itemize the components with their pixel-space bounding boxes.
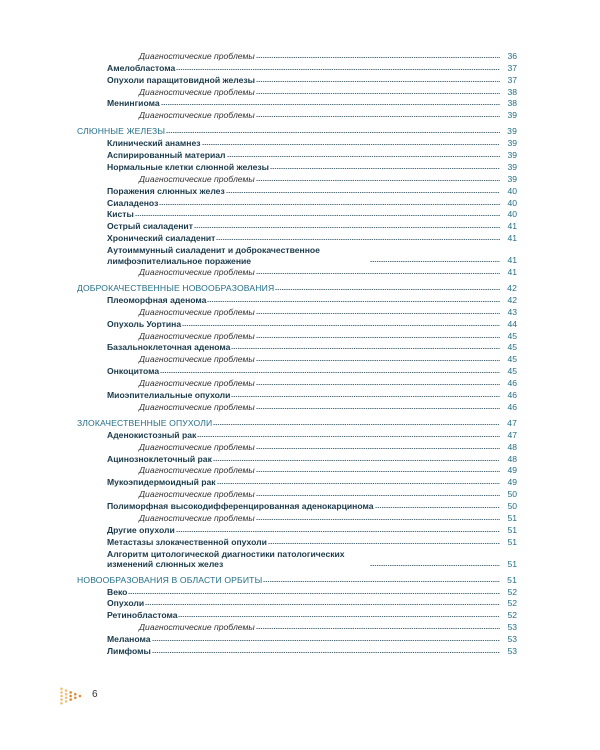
decorative-dot — [60, 698, 63, 701]
dot-leader — [152, 639, 500, 642]
toc-entry-title: Аутоиммунный сиаладенит и доброкачественное лимфоэпителиальное поражение — [107, 245, 320, 266]
dot-leader — [227, 155, 501, 158]
toc-entry[interactable] — [77, 389, 517, 401]
toc-page-number: 49 — [507, 465, 517, 476]
dot-leader — [207, 300, 500, 303]
page-number: 6 — [92, 689, 98, 700]
toc-page-number: 41 — [507, 267, 517, 278]
toc-entry-title: Опухоли — [107, 598, 145, 609]
toc-entry-title: Диагностические проблемы — [139, 465, 255, 476]
toc-entry-title: СЛЮННЫЕ ЖЕЛЕЗЫ — [77, 126, 166, 137]
dot-leader — [256, 627, 500, 630]
decorative-dot — [69, 695, 72, 698]
toc-page-number: 50 — [507, 501, 517, 512]
dot-leader — [256, 407, 500, 410]
dot-leader — [270, 167, 500, 170]
toc-entry[interactable] — [77, 74, 517, 86]
toc-subentry[interactable] — [77, 512, 517, 524]
toc-entry[interactable] — [77, 149, 517, 161]
dot-leader — [197, 435, 500, 438]
toc-entry[interactable] — [77, 609, 517, 621]
toc-subentry[interactable] — [77, 353, 517, 365]
toc-entry-title: Опухоль Уортина — [107, 318, 182, 329]
decorative-dot — [60, 691, 63, 694]
dot-leader — [178, 615, 500, 618]
toc-entry-title: Нормальные клетки слюнной железы — [107, 161, 270, 172]
dot-leader — [370, 260, 500, 263]
toc-page-number: 46 — [507, 378, 517, 389]
dot-leader — [231, 347, 500, 350]
toc-page-number: 38 — [507, 98, 517, 109]
toc-page-number: 41 — [507, 221, 517, 232]
dot-leader — [370, 564, 500, 567]
toc-entry[interactable] — [77, 137, 517, 149]
dot-leader — [145, 603, 500, 606]
dot-leader — [256, 115, 500, 118]
toc-entry-title: Диагностические проблемы — [139, 512, 255, 523]
toc-entry-title: Опухоли паращитовидной железы — [107, 74, 255, 85]
decorative-dot — [69, 698, 72, 701]
toc-page-number: 51 — [507, 536, 517, 547]
toc-page-number: 39 — [507, 126, 517, 137]
toc-entry[interactable] — [77, 244, 517, 266]
dot-leader — [256, 470, 500, 473]
toc-entry[interactable] — [77, 524, 517, 536]
toc-entry[interactable] — [77, 365, 517, 377]
toc-page-number: 46 — [507, 401, 517, 412]
toc-page-number: 45 — [507, 342, 517, 353]
toc-subentry[interactable] — [77, 173, 517, 185]
toc-entry-title: Базальноклеточная аденома — [107, 342, 231, 353]
toc-entry[interactable] — [77, 645, 517, 657]
toc-entry-title: Алгоритм цитологической диагностики патологических изменений слюнных желез — [107, 548, 345, 570]
dot-leader — [135, 214, 500, 217]
toc-entry[interactable] — [77, 232, 517, 244]
dot-leader — [256, 383, 500, 386]
toc-page-number: 39 — [507, 138, 517, 149]
toc-page-number: 39 — [507, 173, 517, 184]
toc-entry[interactable] — [77, 318, 517, 330]
toc-subentry[interactable] — [77, 266, 517, 278]
toc-entry-title: Плеоморфная аденома — [107, 294, 207, 305]
decorative-dot — [79, 695, 82, 698]
toc-subentry[interactable] — [77, 441, 517, 453]
toc-subentry[interactable] — [77, 488, 517, 500]
decorative-dot — [60, 695, 63, 698]
dot-leader — [176, 68, 500, 71]
toc-page-number: 49 — [507, 477, 517, 488]
toc-page-number: 50 — [507, 489, 517, 500]
toc-page-number: 39 — [507, 150, 517, 161]
toc-page-number: 45 — [507, 354, 517, 365]
toc-section-heading[interactable] — [77, 417, 517, 429]
toc-page-number: 40 — [507, 185, 517, 196]
toc-entry-title: Поражения слюнных желез — [107, 185, 225, 196]
toc-subentry[interactable] — [77, 377, 517, 389]
toc-entry-title: Сиаладеноз — [107, 197, 159, 208]
dot-leader — [182, 324, 500, 327]
dot-leader — [256, 312, 500, 315]
toc-page-number: 47 — [507, 429, 517, 440]
decorative-dot — [69, 691, 72, 694]
toc-page-number: 51 — [507, 574, 517, 585]
toc-page-number: 51 — [507, 524, 517, 535]
toc-page-number: 53 — [507, 645, 517, 656]
dot-leader — [217, 482, 500, 485]
dot-leader — [161, 103, 500, 106]
dot-leader — [194, 226, 500, 229]
toc-subentry[interactable] — [77, 50, 517, 62]
toc-entry[interactable] — [77, 209, 517, 221]
toc-subentry[interactable] — [77, 401, 517, 413]
toc-entry[interactable] — [77, 197, 517, 209]
toc-entry-title: Другие опухоли — [107, 524, 175, 535]
toc-entry[interactable] — [77, 633, 517, 645]
toc-entry[interactable] — [77, 62, 517, 74]
toc-subentry[interactable] — [77, 621, 517, 633]
toc-page-number: 42 — [507, 294, 517, 305]
dot-leader — [256, 92, 500, 95]
toc-entry-title: Аспирированный материал — [107, 150, 226, 161]
toc-section-heading[interactable] — [77, 125, 517, 137]
toc-entry-title: Веко — [107, 586, 128, 597]
decorative-dot — [65, 700, 68, 703]
toc-page-number: 41 — [507, 255, 517, 266]
toc-entry-title: Диагностические проблемы — [139, 330, 255, 341]
toc-page-number: 37 — [507, 62, 517, 73]
toc-page-number: 44 — [507, 318, 517, 329]
toc-entry-title: Аденокистозный рак — [107, 429, 197, 440]
dot-leader — [275, 288, 500, 291]
dot-leader — [375, 506, 500, 509]
toc-entry[interactable] — [77, 536, 517, 548]
toc-page-number: 51 — [507, 558, 517, 569]
toc-entry-title: Меланома — [107, 634, 151, 645]
toc-subentry[interactable] — [77, 306, 517, 318]
toc-entry-title: Мукоэпидермоидный рак — [107, 477, 216, 488]
toc-entry-title: Диагностические проблемы — [139, 86, 255, 97]
toc-entry-title: Диагностические проблемы — [139, 267, 255, 278]
toc-entry-title: Диагностические проблемы — [139, 173, 255, 184]
decorative-dot — [60, 702, 63, 705]
toc-entry-title: Хронический сиаладенит — [107, 233, 216, 244]
toc-subentry[interactable] — [77, 109, 517, 121]
toc-entry-title: НОВООБРАЗОВАНИЯ В ОБЛАСТИ ОРБИТЫ — [77, 574, 263, 585]
toc-entry-title: Полиморфная высокодифференцированная аденокарцинома — [107, 501, 374, 512]
toc-entry[interactable] — [77, 586, 517, 598]
dot-leader — [256, 494, 500, 497]
decorative-dot — [60, 688, 63, 691]
dot-leader — [213, 423, 500, 426]
dot-leader — [226, 191, 500, 194]
toc-entry-title: Ретинобластома — [107, 610, 178, 621]
toc-entry-title: Миоэпителиальные опухоли — [107, 390, 231, 401]
toc-section-heading[interactable] — [77, 574, 517, 586]
toc-page-number: 37 — [507, 74, 517, 85]
toc-page-number: 39 — [507, 110, 517, 121]
toc-entry-title: Амелобластома — [107, 62, 176, 73]
toc-entry-title: Менингиома — [107, 98, 160, 109]
dot-leader — [256, 80, 500, 83]
toc-entry-title: Клинический анамнез — [107, 138, 201, 149]
decorative-dot — [65, 697, 68, 700]
toc-entry[interactable] — [77, 476, 517, 488]
toc-entry[interactable] — [77, 161, 517, 173]
dot-leader — [256, 56, 500, 59]
toc-page-number: 51 — [507, 512, 517, 523]
dot-leader — [263, 580, 500, 583]
toc-entry[interactable] — [77, 294, 517, 306]
toc-entry-title: Диагностические проблемы — [139, 622, 255, 633]
toc-entry-title: ЗЛОКАЧЕСТВЕННЫЕ ОПУХОЛИ — [77, 417, 213, 428]
toc-page-number: 42 — [507, 283, 517, 294]
toc-entry[interactable] — [77, 548, 517, 570]
toc-entry-title: Метастазы злокачественной опухоли — [107, 536, 267, 547]
toc-entry-title: ДОБРОКАЧЕСТВЕННЫЕ НОВООБРАЗОВАНИЯ — [77, 283, 275, 294]
dot-leader — [256, 447, 500, 450]
toc-entry-title: Ацинозноклеточный рак — [107, 453, 212, 464]
decorative-dot — [65, 689, 68, 692]
toc-entry[interactable] — [77, 429, 517, 441]
toc-entry-title: Диагностические проблемы — [139, 354, 255, 365]
toc-page-number: 52 — [507, 610, 517, 621]
toc-page-number: 40 — [507, 209, 517, 220]
toc-entry-title: Диагностические проблемы — [139, 50, 255, 61]
toc-entry-title: Диагностические проблемы — [139, 306, 255, 317]
toc-entry[interactable] — [77, 500, 517, 512]
toc-entry-title: Диагностические проблемы — [139, 110, 255, 121]
toc-page-number: 53 — [507, 622, 517, 633]
toc-page-number: 43 — [507, 306, 517, 317]
dot-leader — [128, 592, 500, 595]
decorative-dot — [74, 693, 77, 696]
toc-page-number: 52 — [507, 586, 517, 597]
decorative-dot — [74, 697, 77, 700]
toc-page-number: 39 — [507, 161, 517, 172]
toc-page-number: 38 — [507, 86, 517, 97]
dot-leader — [159, 203, 500, 206]
toc-page-number: 41 — [507, 233, 517, 244]
toc-subentry[interactable] — [77, 330, 517, 342]
toc-subentry[interactable] — [77, 86, 517, 98]
dot-leader — [176, 530, 500, 533]
toc-entry-title: Диагностические проблемы — [139, 441, 255, 452]
toc-page-number: 45 — [507, 366, 517, 377]
toc-page-number: 53 — [507, 634, 517, 645]
toc-entry-title: Диагностические проблемы — [139, 378, 255, 389]
dot-leader — [256, 336, 500, 339]
toc-entry-title: Кисты — [107, 209, 134, 220]
toc-entry[interactable] — [77, 220, 517, 232]
dot-leader — [256, 272, 500, 275]
table-of-contents — [77, 50, 517, 657]
toc-entry[interactable] — [77, 453, 517, 465]
toc-page-number: 40 — [507, 197, 517, 208]
toc-entry[interactable] — [77, 185, 517, 197]
dot-leader — [166, 131, 500, 134]
toc-page-number: 36 — [507, 50, 517, 61]
toc-page-number: 52 — [507, 598, 517, 609]
toc-page-number: 47 — [507, 417, 517, 428]
toc-entry-title: Острый сиаладенит — [107, 221, 193, 232]
toc-entry-title: Лимфомы — [107, 645, 151, 656]
dot-leader — [213, 459, 500, 462]
toc-entry-title: Онкоцитома — [107, 366, 160, 377]
toc-entry[interactable] — [77, 342, 517, 354]
toc-entry[interactable] — [77, 598, 517, 610]
toc-page-number: 48 — [507, 453, 517, 464]
dot-leader — [216, 238, 500, 241]
dot-leader — [268, 542, 500, 545]
toc-entry-title: Диагностические проблемы — [139, 489, 255, 500]
dot-leader — [152, 651, 500, 654]
dot-leader — [256, 359, 500, 362]
dot-leader — [231, 395, 500, 398]
toc-entry-title: Диагностические проблемы — [139, 401, 255, 412]
decorative-dots-icon — [59, 686, 85, 706]
dot-leader — [256, 518, 500, 521]
toc-subentry[interactable] — [77, 465, 517, 477]
toc-page-number: 48 — [507, 441, 517, 452]
decorative-dot — [65, 693, 68, 696]
dot-leader — [160, 371, 500, 374]
toc-entry[interactable] — [77, 98, 517, 110]
toc-page-number: 45 — [507, 330, 517, 341]
dot-leader — [256, 179, 500, 182]
dot-leader — [202, 143, 501, 146]
toc-section-heading[interactable] — [77, 282, 517, 294]
toc-page-number: 46 — [507, 390, 517, 401]
